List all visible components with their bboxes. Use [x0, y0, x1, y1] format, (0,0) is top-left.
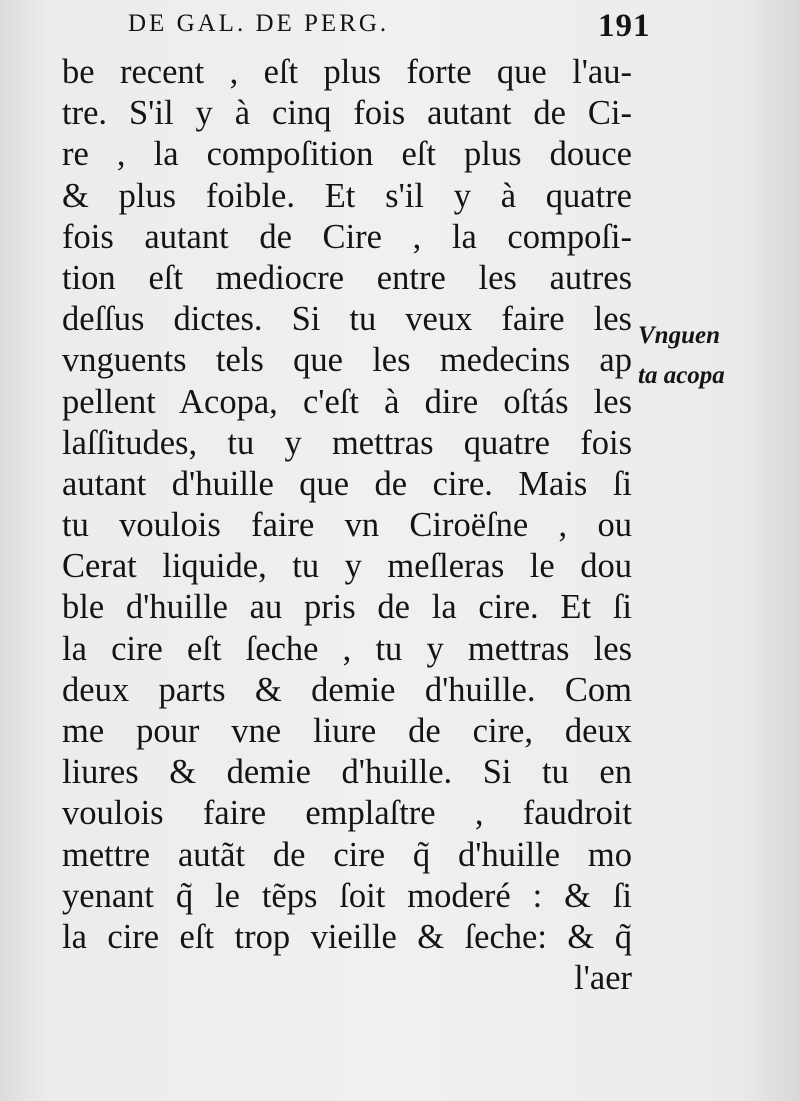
text-line: deſſus dictes. Si tu veux faire les — [62, 300, 632, 339]
text-line: laſſitudes, tu y mettras quatre fois — [62, 423, 632, 462]
text-line: tion eſt mediocre entre les autres — [62, 258, 632, 297]
running-head: DE GAL. DE PERG. — [128, 10, 390, 37]
text-line: be recent , eſt plus forte que l'au- — [62, 53, 632, 91]
text-line: Cerat liquide, tu y meſleras le dou — [62, 547, 632, 586]
text-line: me pour vne liure de cire, deux — [62, 712, 632, 750]
text-line: re , la compoſition eſt plus douce — [62, 135, 632, 174]
body-text — [62, 52, 632, 999]
text-line: yenant q̃ le tẽps ſoit moderé : & ſi — [62, 876, 632, 915]
text-line: vnguents tels que les medecins ap — [62, 341, 632, 380]
text-line: la cire eſt ſeche , tu y mettras les — [62, 629, 632, 668]
text-line: fois autant de Cire , la compoſi- — [62, 217, 632, 256]
text-line: tu voulois faire vn Ciroëſne , ou — [62, 506, 632, 545]
marginal-note-line: ta acopa — [638, 362, 725, 389]
text-line: voulois faire emplaſtre , faudroit — [62, 794, 632, 833]
text-line: pellent Acopa, c'eſt à dire oſtás les — [62, 382, 632, 421]
text-line: autant d'huille que de cire. Mais ſi — [62, 464, 632, 503]
catchword: l'aer — [574, 959, 632, 998]
text-line: tre. S'il y à cinq fois autant de Ci- — [62, 94, 632, 133]
text-line: ble d'huille au pris de la cire. Et ſi — [62, 588, 632, 627]
text-line: la cire eſt trop vieille & ſeche: & q̃ — [62, 917, 632, 956]
marginal-note-line: Vnguen — [638, 322, 720, 349]
text-line: mettre autãt de cire q̃ d'huille mo — [62, 835, 632, 874]
text-line: liures & demie d'huille. Si tu en — [62, 753, 632, 792]
page-header — [128, 6, 668, 46]
marginal-note — [638, 316, 788, 396]
text-line: & plus foible. Et s'il y à quatre — [62, 176, 632, 215]
page-number: 191 — [598, 8, 651, 44]
text-line: deux parts & demie d'huille. Com — [62, 670, 632, 709]
